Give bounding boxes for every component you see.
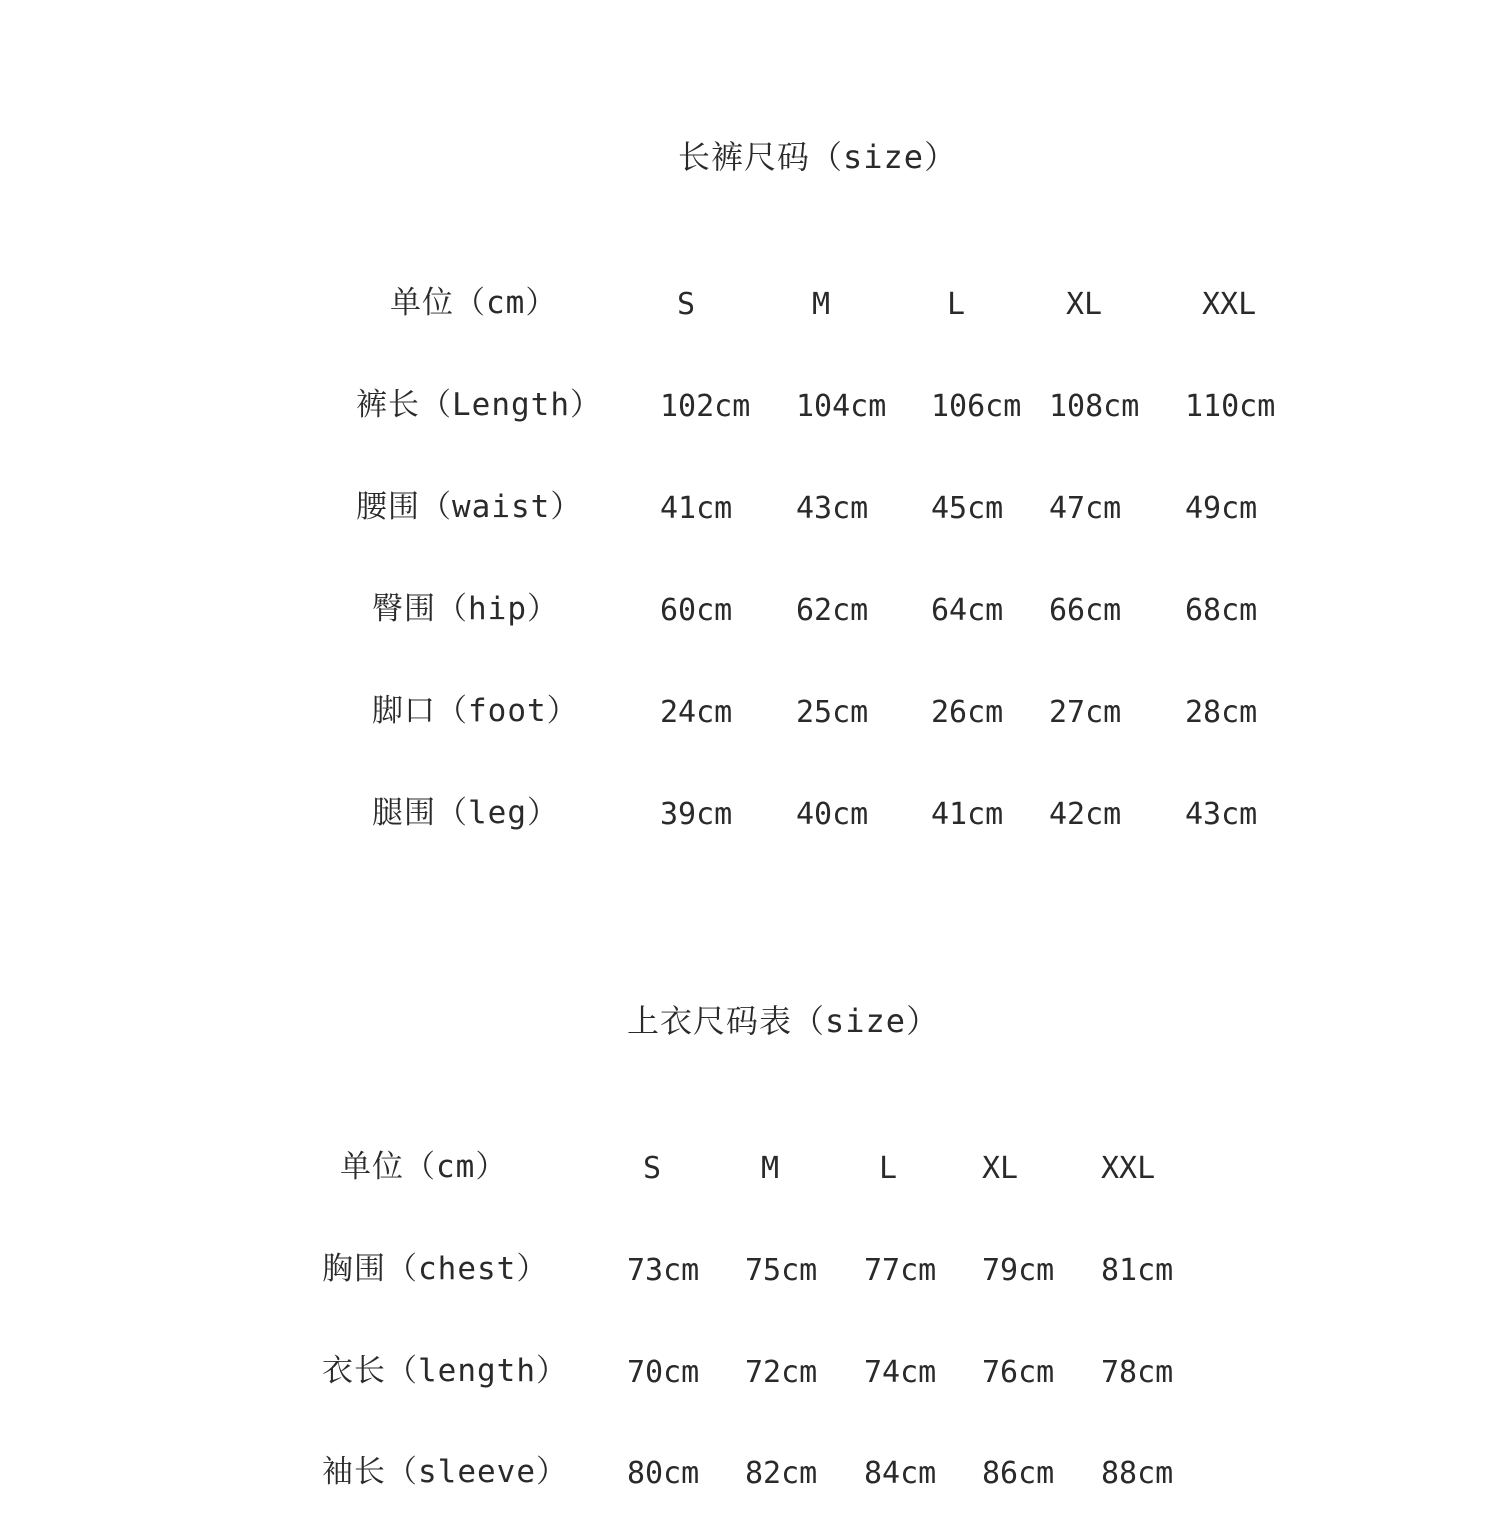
pants-leg-xxl: 43cm xyxy=(1185,797,1258,832)
tops-length-xl: 76cm xyxy=(982,1355,1055,1390)
pants-row-label-waist: 腰围（waist） xyxy=(356,489,583,525)
pants-hip-xl: 66cm xyxy=(1049,593,1122,628)
tops-chest-xxl: 81cm xyxy=(1101,1253,1174,1288)
pants-foot-xl: 27cm xyxy=(1049,695,1122,730)
tops-chest-s: 73cm xyxy=(627,1253,700,1288)
pants-waist-l: 45cm xyxy=(931,491,1004,526)
pants-leg-m: 40cm xyxy=(796,797,869,832)
pants-size-xxl: XXL xyxy=(1202,287,1257,322)
pants-size-l: L xyxy=(947,287,966,322)
tops-length-xxl: 78cm xyxy=(1101,1355,1174,1390)
pants-size-xl: XL xyxy=(1066,287,1103,322)
tops-sleeve-s: 80cm xyxy=(627,1456,700,1491)
tops-row-label-sleeve: 袖长（sleeve） xyxy=(322,1454,568,1490)
pants-length-s: 102cm xyxy=(660,389,751,424)
tops-size-xxl: XXL xyxy=(1101,1151,1156,1186)
tops-row-label-length: 衣长（length） xyxy=(322,1353,568,1389)
pants-length-xxl: 110cm xyxy=(1185,389,1276,424)
pants-waist-m: 43cm xyxy=(796,491,869,526)
pants-leg-xl: 42cm xyxy=(1049,797,1122,832)
tops-size-s: S xyxy=(643,1151,662,1186)
tops-sleeve-m: 82cm xyxy=(745,1456,818,1491)
pants-leg-s: 39cm xyxy=(660,797,733,832)
pants-waist-xl: 47cm xyxy=(1049,491,1122,526)
pants-length-m: 104cm xyxy=(796,389,887,424)
pants-chart-title: 长裤尺码（size） xyxy=(678,138,958,176)
tops-sleeve-l: 84cm xyxy=(864,1456,937,1491)
pants-foot-l: 26cm xyxy=(931,695,1004,730)
pants-hip-s: 60cm xyxy=(660,593,733,628)
pants-row-label-foot: 脚口（foot） xyxy=(372,693,579,729)
pants-leg-l: 41cm xyxy=(931,797,1004,832)
pants-size-s: S xyxy=(677,287,696,322)
tops-size-xl: XL xyxy=(982,1151,1019,1186)
tops-length-s: 70cm xyxy=(627,1355,700,1390)
tops-row-label-chest: 胸围（chest） xyxy=(322,1251,549,1287)
pants-waist-s: 41cm xyxy=(660,491,733,526)
tops-length-m: 72cm xyxy=(745,1355,818,1390)
pants-hip-m: 62cm xyxy=(796,593,869,628)
tops-sleeve-xl: 86cm xyxy=(982,1456,1055,1491)
tops-size-l: L xyxy=(879,1151,898,1186)
pants-hip-l: 64cm xyxy=(931,593,1004,628)
tops-sleeve-xxl: 88cm xyxy=(1101,1456,1174,1491)
tops-length-l: 74cm xyxy=(864,1355,937,1390)
tops-unit-label: 单位（cm） xyxy=(340,1149,508,1185)
pants-length-l: 106cm xyxy=(931,389,1022,424)
pants-waist-xxl: 49cm xyxy=(1185,491,1258,526)
pants-foot-m: 25cm xyxy=(796,695,869,730)
tops-chest-l: 77cm xyxy=(864,1253,937,1288)
tops-chest-xl: 79cm xyxy=(982,1253,1055,1288)
pants-row-label-hip: 臀围（hip） xyxy=(372,591,559,627)
tops-chart-title: 上衣尺码表（size） xyxy=(627,1002,940,1040)
pants-size-m: M xyxy=(812,287,831,322)
pants-length-xl: 108cm xyxy=(1049,389,1140,424)
pants-hip-xxl: 68cm xyxy=(1185,593,1258,628)
pants-row-label-length: 裤长（Length） xyxy=(356,387,602,423)
pants-unit-label: 单位（cm） xyxy=(390,285,558,321)
tops-size-m: M xyxy=(761,1151,780,1186)
tops-chest-m: 75cm xyxy=(745,1253,818,1288)
pants-foot-xxl: 28cm xyxy=(1185,695,1258,730)
pants-foot-s: 24cm xyxy=(660,695,733,730)
pants-row-label-leg: 腿围（leg） xyxy=(372,795,559,831)
